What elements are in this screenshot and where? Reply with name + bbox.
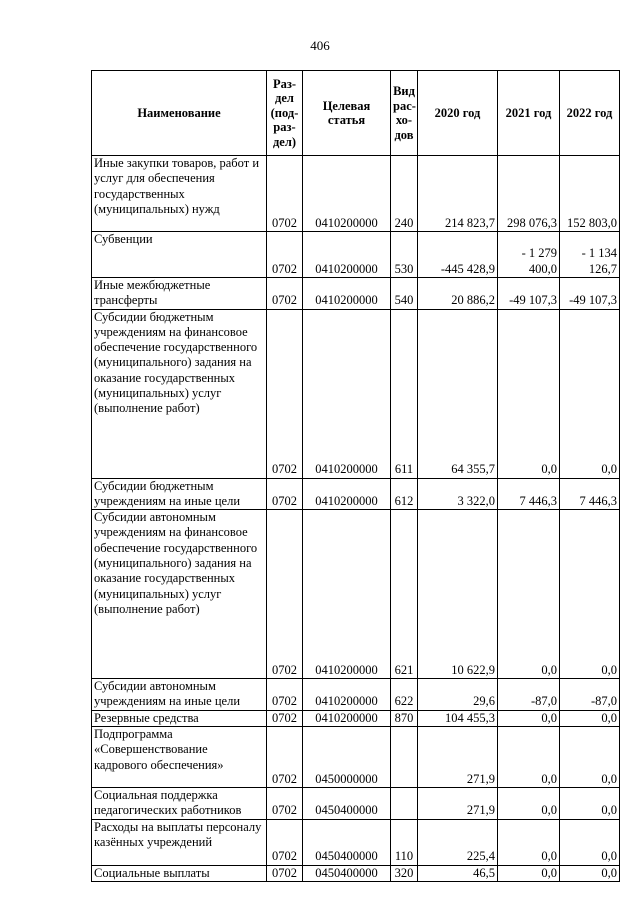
- row-2022: 0,0: [560, 788, 620, 820]
- row-section: 0702: [267, 156, 303, 232]
- row-2020: 20 886,2: [418, 278, 498, 310]
- row-2022: 0,0: [560, 727, 620, 788]
- row-2022: 0,0: [560, 309, 620, 478]
- row-2020: 3 322,0: [418, 478, 498, 510]
- row-2022: 0,0: [560, 865, 620, 881]
- row-target: 0450400000: [303, 788, 391, 820]
- header-name: Наименование: [92, 71, 267, 156]
- row-2021: 0,0: [498, 727, 560, 788]
- row-name: Подпрограмма «Совершенствование кадрового обеспечения»: [92, 727, 267, 788]
- row-type: [391, 727, 418, 788]
- row-2020: 29,6: [418, 679, 498, 711]
- row-name: Социальная поддержка педагогических работников: [92, 788, 267, 820]
- row-2020: 225,4: [418, 819, 498, 865]
- row-type: 621: [391, 510, 418, 679]
- row-2020: 10 622,9: [418, 510, 498, 679]
- row-type: [391, 788, 418, 820]
- table-row: [92, 478, 620, 510]
- row-2022: 152 803,0: [560, 156, 620, 232]
- table-row: [92, 727, 620, 788]
- budget-table: [91, 70, 620, 882]
- row-type: 611: [391, 309, 418, 478]
- row-2020: 271,9: [418, 788, 498, 820]
- table-row: [92, 278, 620, 310]
- header-row: [92, 71, 620, 156]
- row-name: Иные закупки товаров, работ и услуг для обеспечения государственных (муниципальных) нужд: [92, 156, 267, 232]
- row-section: 0702: [267, 510, 303, 679]
- header-type: Вид рас-хо-дов: [391, 71, 418, 156]
- row-target: 0450400000: [303, 819, 391, 865]
- row-2020: 46,5: [418, 865, 498, 881]
- row-name: Субвенции: [92, 232, 267, 278]
- header-2021: 2021 год: [498, 71, 560, 156]
- row-2022: -49 107,3: [560, 278, 620, 310]
- header-target: Целевая статья: [303, 71, 391, 156]
- row-2021: 0,0: [498, 819, 560, 865]
- row-section: 0702: [267, 679, 303, 711]
- row-type: 530: [391, 232, 418, 278]
- row-2021: 298 076,3: [498, 156, 560, 232]
- row-2021: 0,0: [498, 788, 560, 820]
- row-name: Иные межбюджетные трансферты: [92, 278, 267, 310]
- row-target: 0410200000: [303, 679, 391, 711]
- row-2022: 0,0: [560, 819, 620, 865]
- row-2021: 7 446,3: [498, 478, 560, 510]
- row-section: 0702: [267, 727, 303, 788]
- row-section: 0702: [267, 478, 303, 510]
- row-type: 612: [391, 478, 418, 510]
- row-2022: 0,0: [560, 510, 620, 679]
- table-row: [92, 865, 620, 881]
- row-section: 0702: [267, 309, 303, 478]
- row-target: 0450400000: [303, 865, 391, 881]
- header-section: Раз-дел (под-раз-дел): [267, 71, 303, 156]
- row-name: Субсидии бюджетным учреждениям на финансовое обеспечение государственного (муниципального) задания на оказание государственных (муниципальных) услуг (выполнение работ): [92, 309, 267, 478]
- row-target: 0410200000: [303, 710, 391, 726]
- row-type: 320: [391, 865, 418, 881]
- table-row: [92, 788, 620, 820]
- row-2020: 271,9: [418, 727, 498, 788]
- table-row: [92, 232, 620, 278]
- row-2021: 0,0: [498, 865, 560, 881]
- row-2022: 7 446,3: [560, 478, 620, 510]
- row-section: 0702: [267, 788, 303, 820]
- row-target: 0410200000: [303, 478, 391, 510]
- row-type: 110: [391, 819, 418, 865]
- header-2020: 2020 год: [418, 71, 498, 156]
- row-name: Субсидии автономным учреждениям на финансовое обеспечение государственного (муниципального) задания на оказание государственных (муниципальных) услуг (выполнение работ): [92, 510, 267, 679]
- row-2022: -87,0: [560, 679, 620, 711]
- row-section: 0702: [267, 232, 303, 278]
- page-number: 406: [310, 38, 330, 53]
- table-row: [92, 679, 620, 711]
- row-target: 0410200000: [303, 510, 391, 679]
- row-target: 0450000000: [303, 727, 391, 788]
- row-type: 540: [391, 278, 418, 310]
- row-2022: - 1 134 126,7: [560, 232, 620, 278]
- row-2021: -87,0: [498, 679, 560, 711]
- table-row: [92, 309, 620, 478]
- table-row: [92, 510, 620, 679]
- row-target: 0410200000: [303, 278, 391, 310]
- row-name: Резервные средства: [92, 710, 267, 726]
- row-type: 240: [391, 156, 418, 232]
- row-name: Субсидии автономным учреждениям на иные цели: [92, 679, 267, 711]
- row-type: 870: [391, 710, 418, 726]
- row-2020: 104 455,3: [418, 710, 498, 726]
- row-2020: -445 428,9: [418, 232, 498, 278]
- row-2021: 0,0: [498, 710, 560, 726]
- header-2022: 2022 год: [560, 71, 620, 156]
- row-section: 0702: [267, 710, 303, 726]
- row-2021: -49 107,3: [498, 278, 560, 310]
- row-name: Социальные выплаты: [92, 865, 267, 881]
- row-2020: 214 823,7: [418, 156, 498, 232]
- row-target: 0410200000: [303, 232, 391, 278]
- row-2021: - 1 279 400,0: [498, 232, 560, 278]
- table-row: [92, 819, 620, 865]
- row-target: 0410200000: [303, 156, 391, 232]
- row-target: 0410200000: [303, 309, 391, 478]
- row-2021: 0,0: [498, 309, 560, 478]
- row-section: 0702: [267, 865, 303, 881]
- row-name: Расходы на выплаты персоналу казённых учреждений: [92, 819, 267, 865]
- row-2021: 0,0: [498, 510, 560, 679]
- table-row: [92, 156, 620, 232]
- row-2020: 64 355,7: [418, 309, 498, 478]
- row-name: Субсидии бюджетным учреждениям на иные цели: [92, 478, 267, 510]
- row-section: 0702: [267, 819, 303, 865]
- row-section: 0702: [267, 278, 303, 310]
- table-row: [92, 710, 620, 726]
- row-2022: 0,0: [560, 710, 620, 726]
- row-type: 622: [391, 679, 418, 711]
